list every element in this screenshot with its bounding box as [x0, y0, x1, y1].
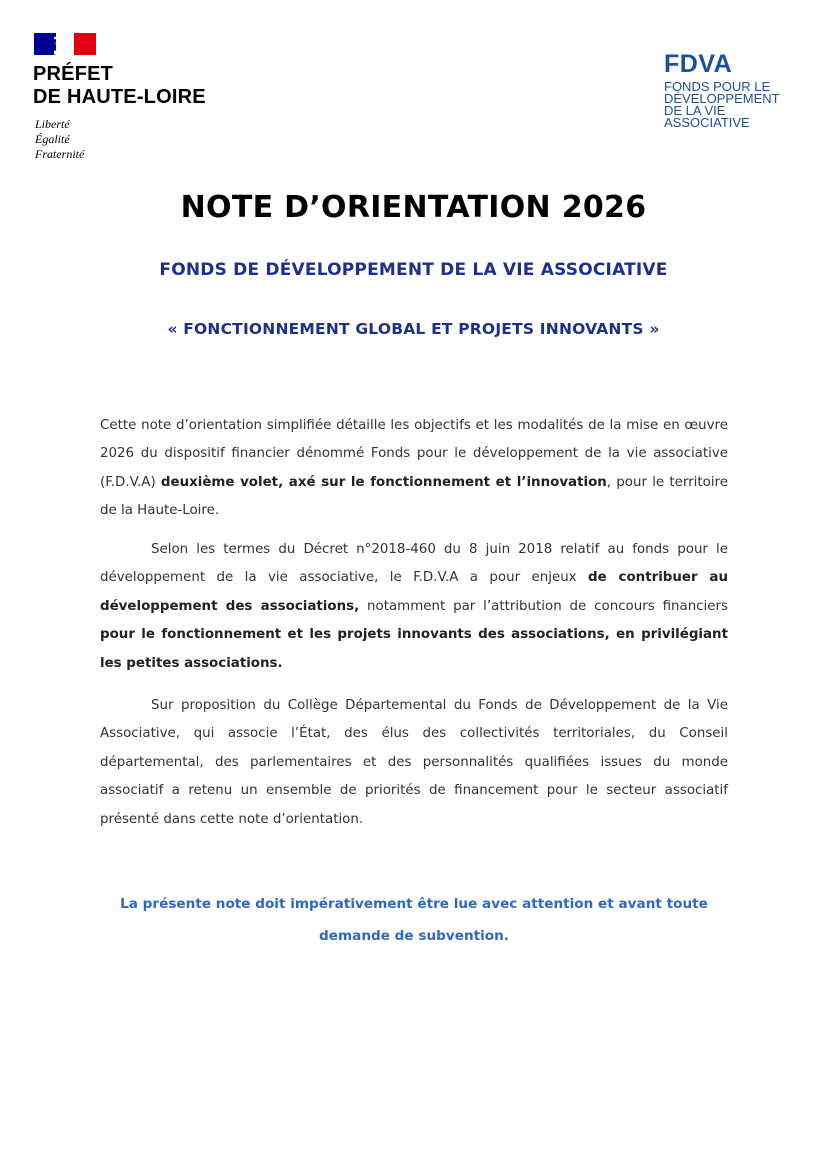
motto-egalite: Égalité	[35, 132, 70, 146]
paragraph-text: , pour le territoire de la Haute-Loire.	[100, 474, 728, 519]
paragraph-college	[100, 692, 728, 834]
fdva-name-line: DE LA VIE	[664, 103, 726, 118]
paragraph-emphasis: de contribuer au développement des associations,	[100, 570, 728, 614]
prefet-name-line2: DE HAUTE-LOIRE	[33, 86, 206, 108]
paragraph-emphasis: pour le fonctionnement et les projets innovants des associations, en privilégiant les petites associations.	[100, 627, 728, 671]
republic-motto	[35, 117, 84, 162]
prefet-logo	[33, 33, 238, 163]
paragraph-text: Cette note d’orientation simplifiée détaille les objectifs et les modalités de la mise en œuvre 2026 du dispositif financier dénommé Fonds pour le développement de la vie associative (F.D.V.A)	[100, 418, 728, 490]
motto-liberte: Liberté	[35, 117, 70, 131]
prefet-name	[33, 63, 206, 109]
paragraph-text: Sur proposition du Collège Départemental du Fonds de Développement de la Vie Associative, qui associe l’État, des élus des collectivités territoriales, du Conseil départemental, des parlementaires et des personnalités qualifiées issues du monde associatif a retenu un ensemble de priorités de financement pour le secteur associatif présenté dans cette note d’orientation.	[100, 698, 728, 827]
important-notice: La présente note doit impérativement être lue avec attention et avant toute demande de subvention.	[120, 896, 708, 944]
fdva-logo	[664, 51, 814, 129]
motto-fraternite: Fraternité	[35, 147, 85, 161]
fdva-name-line: ASSOCIATIVE	[664, 115, 750, 130]
prefet-name-line1: PRÉFET	[33, 63, 114, 85]
paragraph-text: notamment par l’attribution de concours financiers	[359, 598, 728, 614]
paragraph-text: Selon les termes du Décret n°2018-460 du 8 juin 2018 relatif au fonds pour le développement de la vie associative, le F.D.V.A a pour enjeux	[100, 542, 728, 586]
fdva-acronym: FDVA	[664, 50, 733, 78]
paragraph-emphasis: deuxième volet, axé sur le fonctionnement et l’innovation	[160, 474, 607, 490]
document-subtitle: FONDS DE DÉVELOPPEMENT DE LA VIE ASSOCIATIVE	[159, 260, 668, 280]
marianne-flag-icon	[34, 33, 96, 55]
fdva-full-name	[664, 81, 814, 129]
page-title: NOTE D’ORIENTATION 2026	[180, 190, 647, 225]
document-subtitle-program: « FONCTIONNEMENT GLOBAL ET PROJETS INNOVANTS »	[167, 320, 660, 338]
fdva-name-line: DÉVELOPPEMENT	[664, 91, 780, 106]
fdva-name-line: FONDS POUR LE	[664, 79, 771, 94]
paragraph-intro	[100, 412, 728, 526]
paragraph-decree	[100, 536, 728, 678]
